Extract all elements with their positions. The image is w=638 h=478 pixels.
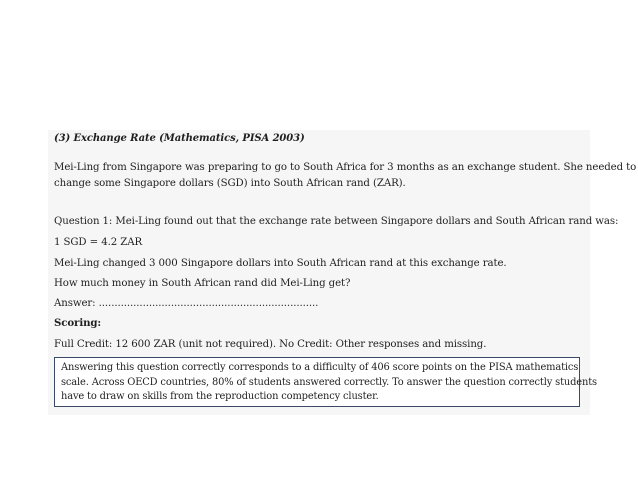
scoring-label: Scoring: [54,317,102,329]
changed-text: Mei-Ling changed 3 000 Singapore dollars into South African rand at this exchange rate. [54,258,507,269]
note-line-3: have to draw on skills from the reproduction competency cluster. [61,391,379,402]
difficulty-note-box [54,357,597,407]
exchange-rate: 1 SGD = 4.2 ZAR [54,237,143,248]
intro-line-1: Mei-Ling from Singapore was preparing to go to South Africa for 3 months as an exchange student. She needed to [54,162,637,173]
intro-line-2: change some Singapore dollars (SGD) into South African rand (ZAR). [54,178,406,189]
note-line-1: Answering this question correctly corresponds to a difficulty of 406 score points on the PISA mathematics [61,362,579,373]
answer-line: Answer: ...................................................................... [54,298,319,309]
credit-text: Full Credit: 12 600 ZAR (unit not required). No Credit: Other responses and missing. [54,339,487,350]
how-much-text: How much money in South African rand did Mei-Ling get? [54,278,351,289]
note-line-2: scale. Across OECD countries, 80% of students answered correctly. To answer the question correctly students [61,377,597,388]
document-page [48,130,637,415]
question-text: Question 1: Mei-Ling found out that the exchange rate between Singapore dollars and South African rand was: [54,216,619,227]
section-title: (3) Exchange Rate (Mathematics, PISA 2003) [54,133,305,144]
